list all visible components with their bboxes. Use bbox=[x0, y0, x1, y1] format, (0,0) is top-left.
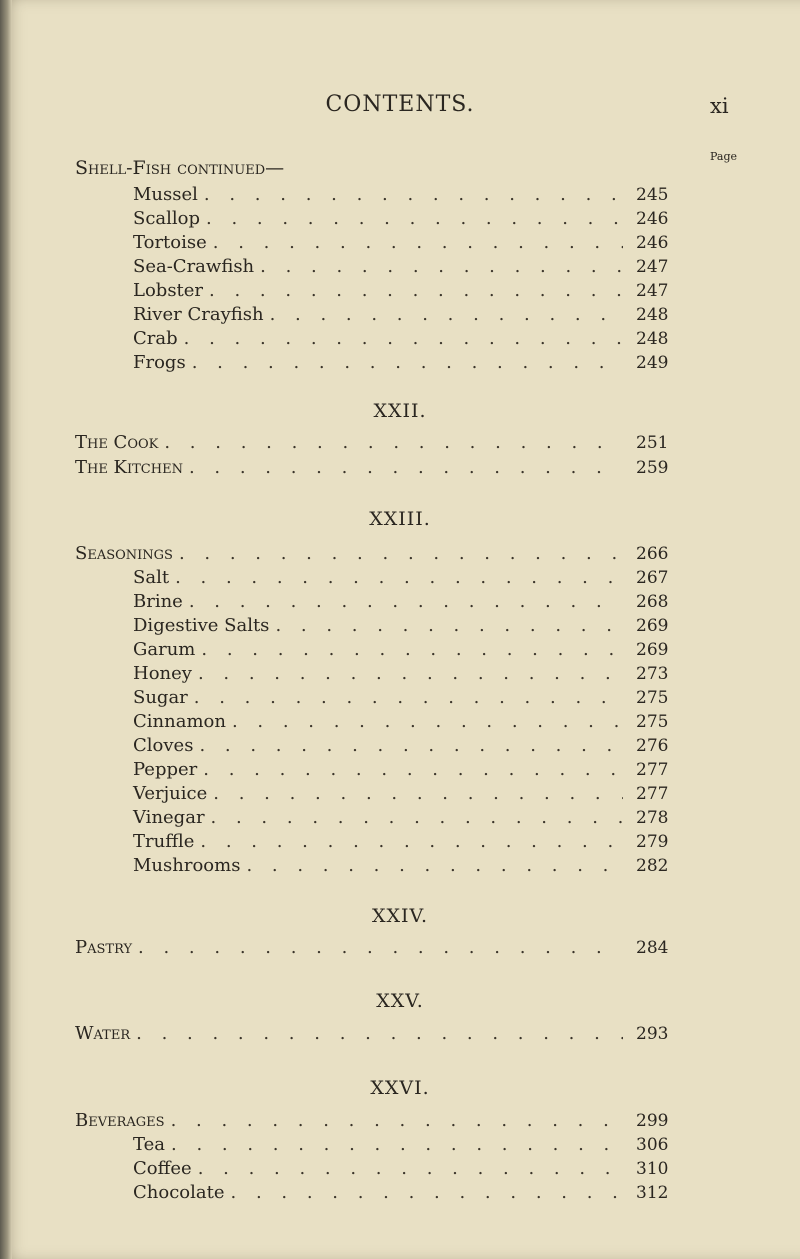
leader-dots bbox=[203, 759, 623, 781]
leader-dots bbox=[194, 687, 623, 709]
toc-entry[interactable] bbox=[133, 232, 669, 254]
leader-dots bbox=[231, 1182, 624, 1204]
toc-entry-label: Honey bbox=[133, 663, 192, 684]
leader-dots bbox=[199, 735, 623, 757]
toc-entry[interactable] bbox=[133, 615, 669, 637]
toc-entry-page: 276 bbox=[636, 736, 669, 756]
toc-entry-label: Cinnamon bbox=[133, 711, 226, 732]
toc-entry-label: Sugar bbox=[133, 687, 188, 708]
toc-entry[interactable] bbox=[133, 663, 669, 685]
toc-entry[interactable] bbox=[133, 304, 669, 326]
toc-entry-page: 247 bbox=[636, 281, 669, 301]
toc-entry-page: 246 bbox=[636, 233, 669, 253]
leader-dots bbox=[211, 807, 623, 829]
leader-dots bbox=[246, 855, 623, 877]
section-heading-shell-fish: Shell-Fish continued— bbox=[75, 157, 285, 179]
binding-gutter bbox=[0, 0, 12, 1259]
toc-entry-label: Mushrooms bbox=[133, 855, 241, 876]
leader-dots bbox=[198, 1158, 623, 1180]
toc-entry-page: 306 bbox=[636, 1135, 669, 1155]
toc-entry[interactable] bbox=[133, 855, 669, 877]
chapter-numeral: XXIV. bbox=[372, 905, 428, 927]
toc-entry-label: Beverages bbox=[75, 1110, 165, 1131]
leader-dots bbox=[200, 831, 623, 853]
toc-entry-label: The Cook bbox=[75, 432, 159, 453]
toc-entry-label: Digestive Salts bbox=[133, 615, 270, 636]
toc-entry-page: 249 bbox=[636, 353, 669, 373]
leader-dots bbox=[189, 591, 623, 613]
chapter-numeral: XXIII. bbox=[369, 508, 431, 530]
chapter-numeral: XXVI. bbox=[370, 1077, 430, 1099]
toc-entry-label: Lobster bbox=[133, 280, 204, 301]
toc-entry[interactable] bbox=[133, 639, 669, 661]
leader-dots bbox=[275, 615, 623, 637]
toc-entry[interactable] bbox=[75, 1023, 669, 1045]
toc-entry-label: Pastry bbox=[75, 937, 133, 958]
leader-dots bbox=[192, 352, 623, 374]
toc-entry-page: 268 bbox=[636, 592, 669, 612]
toc-entry[interactable] bbox=[133, 328, 669, 350]
toc-entry-page: 312 bbox=[636, 1183, 669, 1203]
toc-entry-page: 269 bbox=[636, 640, 669, 660]
toc-entry[interactable] bbox=[133, 256, 669, 278]
leader-dots bbox=[201, 639, 623, 661]
toc-entry-page: 245 bbox=[636, 185, 669, 205]
toc-entry-label: River Crayfish bbox=[133, 304, 264, 325]
toc-entry-page: 284 bbox=[636, 938, 669, 958]
toc-entry-label: Scallop bbox=[133, 208, 201, 229]
toc-entry-label: Garum bbox=[133, 639, 196, 660]
toc-entry[interactable] bbox=[133, 831, 669, 853]
toc-entry[interactable] bbox=[133, 208, 669, 230]
leader-dots bbox=[136, 1023, 623, 1045]
leader-dots bbox=[175, 567, 623, 589]
page-column-label: Page bbox=[710, 150, 738, 163]
toc-entry-label: Chocolate bbox=[133, 1182, 225, 1203]
toc-entry-label: Tortoise bbox=[133, 232, 207, 253]
toc-entry-label: Brine bbox=[133, 591, 183, 612]
chapter-numeral: XXII. bbox=[373, 400, 427, 422]
toc-entry-page: 310 bbox=[636, 1159, 669, 1179]
toc-entry-page: 278 bbox=[636, 808, 669, 828]
leader-dots bbox=[270, 304, 623, 326]
toc-entry-label: Tea bbox=[133, 1134, 165, 1155]
toc-entry-page: 269 bbox=[636, 616, 669, 636]
toc-entry-label: Salt bbox=[133, 567, 170, 588]
toc-entry-label: Seasonings bbox=[75, 543, 173, 564]
leader-dots bbox=[184, 328, 623, 350]
toc-entry[interactable] bbox=[133, 735, 669, 757]
toc-entry[interactable] bbox=[133, 352, 669, 374]
toc-entry[interactable] bbox=[133, 759, 669, 781]
toc-entry-page: 277 bbox=[636, 760, 669, 780]
page-number: xi bbox=[710, 94, 729, 118]
toc-entry-label: Sea-Crawfish bbox=[133, 256, 255, 277]
chapter-numeral: XXV. bbox=[376, 990, 424, 1012]
toc-entry[interactable] bbox=[75, 543, 669, 565]
toc-entry-page: 259 bbox=[636, 458, 669, 478]
toc-entry[interactable] bbox=[133, 711, 669, 733]
running-head-title: CONTENTS. bbox=[325, 92, 475, 117]
leader-dots bbox=[204, 184, 623, 206]
leader-dots bbox=[164, 432, 623, 454]
toc-entry[interactable] bbox=[133, 280, 669, 302]
leader-dots bbox=[206, 208, 623, 230]
leader-dots bbox=[171, 1110, 623, 1132]
leader-dots bbox=[209, 280, 623, 302]
toc-entry-label: Mussel bbox=[133, 184, 198, 205]
toc-entry-label: Crab bbox=[133, 328, 178, 349]
toc-entry-page: 273 bbox=[636, 664, 669, 684]
toc-entry-label: Cloves bbox=[133, 735, 194, 756]
leader-dots bbox=[213, 232, 623, 254]
leader-dots bbox=[179, 543, 623, 565]
leader-dots bbox=[171, 1134, 623, 1156]
toc-entry[interactable] bbox=[133, 807, 669, 829]
toc-entry-page: 267 bbox=[636, 568, 669, 588]
toc-entry-label: Pepper bbox=[133, 759, 198, 780]
toc-entry-page: 277 bbox=[636, 784, 669, 804]
toc-entry-page: 247 bbox=[636, 257, 669, 277]
toc-entry-label: Water bbox=[75, 1023, 131, 1044]
toc-entry-label: Vinegar bbox=[133, 807, 205, 828]
toc-entry[interactable] bbox=[133, 1182, 669, 1204]
toc-entry[interactable] bbox=[75, 1110, 669, 1132]
toc-entry-page: 293 bbox=[636, 1024, 669, 1044]
toc-entry[interactable] bbox=[133, 567, 669, 589]
toc-entry-label: Coffee bbox=[133, 1158, 192, 1179]
toc-entry-page: 248 bbox=[636, 305, 669, 325]
toc-entry-page: 266 bbox=[636, 544, 669, 564]
leader-dots bbox=[189, 457, 623, 479]
toc-entry-page: 279 bbox=[636, 832, 669, 852]
toc-entry[interactable] bbox=[133, 783, 669, 805]
toc-entry[interactable] bbox=[133, 1134, 669, 1156]
toc-entry-label: The Kitchen bbox=[75, 457, 183, 478]
toc-entry-page: 275 bbox=[636, 712, 669, 732]
leader-dots bbox=[260, 256, 623, 278]
toc-entry-label: Truffle bbox=[133, 831, 195, 852]
toc-entry[interactable] bbox=[133, 687, 669, 709]
leader-dots bbox=[138, 937, 623, 959]
toc-entry-page: 282 bbox=[636, 856, 669, 876]
toc-entry-page: 246 bbox=[636, 209, 669, 229]
toc-entry-label: Frogs bbox=[133, 352, 186, 373]
leader-dots bbox=[198, 663, 623, 685]
toc-entry-page: 251 bbox=[636, 433, 669, 453]
toc-entry[interactable] bbox=[133, 1158, 669, 1180]
toc-entry[interactable] bbox=[75, 937, 669, 959]
leader-dots bbox=[213, 783, 623, 805]
toc-entry-page: 248 bbox=[636, 329, 669, 349]
leader-dots bbox=[232, 711, 623, 733]
toc-entry[interactable] bbox=[75, 457, 669, 479]
toc-entry[interactable] bbox=[133, 184, 669, 206]
toc-entry-page: 299 bbox=[636, 1111, 669, 1131]
toc-entry-page: 275 bbox=[636, 688, 669, 708]
toc-entry-label: Verjuice bbox=[133, 783, 208, 804]
toc-entry[interactable] bbox=[75, 432, 669, 454]
toc-entry[interactable] bbox=[133, 591, 669, 613]
